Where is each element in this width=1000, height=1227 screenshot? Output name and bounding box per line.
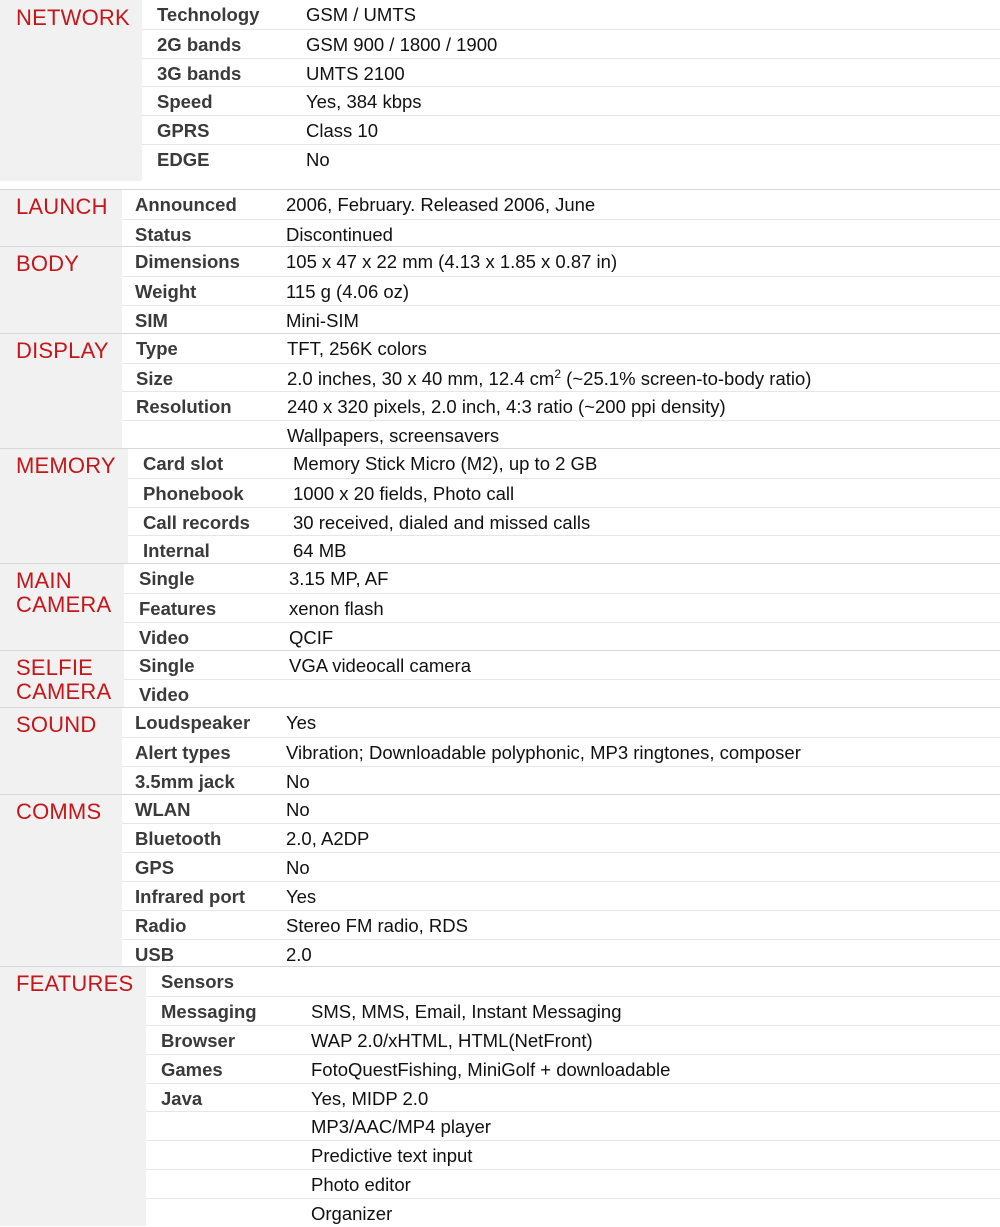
spec-row	[146, 1111, 1000, 1140]
spec-row	[122, 737, 1000, 766]
spec-row	[142, 0, 1000, 29]
spec-title: Features	[139, 597, 217, 619]
spec-info-text: WAP 2.0/xHTML, HTML(NetFront)	[311, 1029, 593, 1051]
category-label-text: FEATURES	[16, 971, 134, 997]
category-label-text: MAIN CAMERA	[16, 568, 112, 618]
spec-info-text: 115 g (4.06 oz)	[286, 281, 410, 303]
spec-info-text: VGA videocall camera	[289, 654, 472, 676]
spec-title: Status	[135, 223, 192, 245]
spec-row	[142, 144, 1000, 173]
spec-info	[293, 483, 514, 505]
spec-row	[122, 334, 1000, 363]
spec-info	[287, 368, 811, 390]
spec-row	[146, 1198, 1000, 1227]
spec-row	[128, 449, 1000, 478]
spec-title: Internal	[143, 540, 210, 562]
spec-info	[286, 771, 310, 793]
spec-info-text: 2.0	[286, 943, 312, 965]
spec-info-text: Memory Stick Micro (M2), up to 2 GB	[293, 453, 598, 474]
spec-row	[146, 1083, 1000, 1112]
spec-row	[142, 58, 1000, 87]
spec-row	[142, 115, 1000, 144]
spec-info-text: 2.0, A2DP	[286, 828, 370, 850]
spec-row	[122, 219, 1000, 248]
spec-info	[306, 34, 497, 56]
spec-info-text: No	[286, 770, 310, 792]
spec-row	[122, 363, 1000, 392]
spec-info-text: 30 received, dialed and missed calls	[293, 511, 591, 533]
spec-info-text: No	[286, 857, 310, 879]
spec-info	[311, 1030, 593, 1052]
spec-title: Bluetooth	[135, 828, 222, 850]
spec-info	[311, 1116, 491, 1138]
spec-info	[289, 655, 471, 677]
spec-info-text: Organizer	[311, 1202, 393, 1224]
spec-info-text: No	[286, 798, 310, 820]
category-label-text: NETWORK	[16, 5, 130, 30]
spec-row	[146, 1054, 1000, 1083]
spec-row	[122, 420, 1000, 449]
spec-info-superscript: 2	[554, 366, 562, 381]
spec-title: Single	[139, 654, 195, 676]
spec-row	[124, 564, 1000, 593]
spec-title: Video	[139, 626, 190, 648]
spec-title: USB	[135, 943, 175, 965]
spec-row	[128, 535, 1000, 564]
section-network	[0, 0, 1000, 181]
spec-info	[286, 251, 617, 273]
spec-info	[286, 310, 359, 332]
spec-info	[286, 742, 801, 764]
spec-row	[122, 305, 1000, 334]
section-features	[0, 966, 1000, 1225]
spec-title: Speed	[157, 91, 213, 113]
spec-info-text: Wallpapers, screensavers	[287, 425, 500, 447]
spec-info-text: MP3/AAC/MP4 player	[311, 1116, 491, 1138]
spec-title: Size	[136, 367, 174, 389]
spec-row	[124, 679, 1000, 708]
spec-info	[286, 828, 369, 850]
spec-info	[286, 224, 393, 246]
spec-title: Loudspeaker	[135, 712, 251, 734]
spec-info	[287, 425, 499, 447]
spec-info-text: Class 10	[306, 120, 378, 142]
spec-info	[311, 1174, 411, 1196]
spec-title: 2G bands	[157, 33, 242, 55]
section-display	[0, 333, 1000, 448]
spec-info-text: UMTS 2100	[306, 62, 405, 84]
spec-info-text: Mini-SIM	[286, 309, 359, 331]
spec-info	[286, 944, 312, 966]
spec-title: 3.5mm jack	[135, 770, 235, 792]
spec-info-text: Yes, MIDP 2.0	[311, 1087, 429, 1109]
category-label-text: SELFIE CAMERA	[16, 654, 112, 704]
spec-info	[306, 120, 378, 142]
category-label	[0, 0, 142, 181]
spec-info-text: Discontinued	[286, 223, 393, 245]
category-label-text: BODY	[16, 251, 80, 277]
spec-title: Sensors	[161, 971, 235, 993]
spec-info-text: No	[306, 149, 330, 170]
spec-info	[306, 4, 416, 26]
spec-row	[124, 593, 1000, 622]
spec-title: Announced	[135, 193, 237, 215]
category-label-text: MEMORY	[16, 453, 116, 478]
spec-info-text: GSM 900 / 1800 / 1900	[306, 33, 498, 55]
spec-info	[311, 1059, 670, 1081]
spec-title: WLAN	[135, 798, 191, 820]
spec-row	[122, 766, 1000, 795]
spec-title: Resolution	[136, 396, 232, 418]
spec-info-text: 3.15 MP, AF	[289, 568, 389, 590]
spec-info-text: Yes	[286, 712, 317, 734]
category-label	[0, 247, 122, 332]
spec-info	[286, 799, 310, 821]
spec-row	[122, 190, 1000, 219]
spec-title: Video	[139, 684, 190, 706]
spec-title: Infrared port	[135, 885, 245, 907]
spec-info-text: Photo editor	[311, 1173, 411, 1195]
spec-info-text-after: (~25.1% screen-to-body ratio)	[561, 367, 812, 389]
spec-title: Browser	[161, 1029, 236, 1051]
spec-row	[146, 996, 1000, 1025]
spec-row	[122, 881, 1000, 910]
spec-row	[122, 391, 1000, 420]
spec-info-text: Yes, 384 kbps	[306, 91, 422, 113]
spec-title: Technology	[157, 4, 260, 25]
category-label-text: LAUNCH	[16, 193, 108, 219]
category-label	[0, 190, 122, 247]
section-launch	[0, 189, 1000, 247]
spec-info-text: xenon flash	[289, 597, 384, 619]
spec-info-text: GSM / UMTS	[306, 4, 416, 25]
spec-info	[311, 1203, 392, 1225]
spec-info-text: 2006, February. Released 2006, June	[286, 193, 596, 215]
spec-info-text: SMS, MMS, Email, Instant Messaging	[311, 1001, 622, 1023]
spec-info	[289, 627, 333, 649]
spec-info	[293, 453, 597, 475]
spec-info	[306, 149, 330, 171]
spec-info-text: Yes	[286, 885, 317, 907]
spec-row	[146, 967, 1000, 996]
spec-info-text: TFT, 256K colors	[287, 337, 427, 359]
spec-info	[289, 568, 388, 590]
section-memory	[0, 448, 1000, 563]
spec-info-text: 2.0 inches, 30 x 40 mm, 12.4 cm	[287, 367, 555, 389]
category-label	[0, 651, 124, 708]
spec-info	[286, 857, 310, 879]
spec-row	[146, 1169, 1000, 1198]
spec-row	[122, 823, 1000, 852]
spec-info	[311, 1088, 428, 1110]
spec-info	[286, 281, 409, 303]
spec-info	[293, 512, 590, 534]
spec-info	[286, 194, 595, 216]
section-body	[0, 246, 1000, 332]
spec-info	[289, 598, 384, 620]
category-label	[0, 708, 122, 793]
spec-title: Dimensions	[135, 251, 240, 273]
spec-info-text: Stereo FM radio, RDS	[286, 914, 468, 936]
spec-title: GPRS	[157, 120, 210, 142]
spec-info	[306, 63, 405, 85]
spec-title: GPS	[135, 857, 175, 879]
spec-row	[122, 852, 1000, 881]
spec-row	[124, 651, 1000, 680]
spec-info-text: 64 MB	[293, 540, 347, 562]
spec-row	[122, 708, 1000, 737]
spec-info-text: QCIF	[289, 626, 334, 648]
spec-info	[286, 915, 468, 937]
spec-info-text: 105 x 47 x 22 mm (4.13 x 1.85 x 0.87 in)	[286, 251, 618, 273]
spec-row	[122, 910, 1000, 939]
spec-title: Java	[161, 1087, 203, 1109]
category-label-text: COMMS	[16, 798, 102, 824]
spec-title: Card slot	[143, 453, 224, 474]
spec-info	[293, 540, 346, 562]
spec-info-text: Predictive text input	[311, 1145, 473, 1167]
spec-info	[306, 91, 422, 113]
spec-info	[286, 712, 316, 734]
spec-title: EDGE	[157, 149, 210, 170]
spec-title: Games	[161, 1058, 223, 1080]
spec-row	[142, 86, 1000, 115]
spec-title: Single	[139, 568, 195, 590]
spec-row	[146, 1025, 1000, 1054]
spec-info-text: 240 x 320 pixels, 2.0 inch, 4:3 ratio (~200 ppi density)	[287, 396, 726, 418]
category-label	[0, 795, 122, 967]
section-sound	[0, 707, 1000, 793]
spec-info-text: FotoQuestFishing, MiniGolf + downloadable	[311, 1058, 671, 1080]
spec-row	[122, 795, 1000, 824]
spec-title: Type	[136, 337, 178, 359]
spec-title: 3G bands	[157, 62, 242, 84]
spec-row	[128, 478, 1000, 507]
section-selfie-camera	[0, 650, 1000, 708]
spec-row	[128, 507, 1000, 536]
spec-title: Weight	[135, 281, 197, 303]
spec-info-text: Vibration; Downloadable polyphonic, MP3 ringtones, composer	[286, 741, 801, 763]
spec-row	[122, 939, 1000, 968]
spec-info	[287, 396, 726, 418]
category-label	[0, 449, 128, 563]
section-main-camera	[0, 563, 1000, 649]
category-label	[0, 967, 146, 1225]
category-label	[0, 564, 124, 649]
spec-title: Messaging	[161, 1001, 257, 1023]
spec-title: Radio	[135, 914, 187, 936]
spec-row	[142, 29, 1000, 58]
spec-info-text: 1000 x 20 fields, Photo call	[293, 482, 515, 504]
spec-info	[287, 338, 427, 360]
spec-title: SIM	[135, 309, 168, 331]
section-comms	[0, 794, 1000, 967]
spec-title: Alert types	[135, 741, 231, 763]
spec-info	[311, 1001, 622, 1023]
spec-row	[122, 276, 1000, 305]
category-label	[0, 334, 122, 448]
category-label-text: SOUND	[16, 712, 97, 738]
spec-row	[124, 622, 1000, 651]
category-label-text: DISPLAY	[16, 337, 109, 363]
spec-info	[286, 886, 316, 908]
spec-title: Phonebook	[143, 482, 244, 504]
spec-row	[122, 247, 1000, 276]
spec-title: Call records	[143, 511, 250, 533]
spec-row	[146, 1140, 1000, 1169]
spec-info	[311, 1145, 472, 1167]
